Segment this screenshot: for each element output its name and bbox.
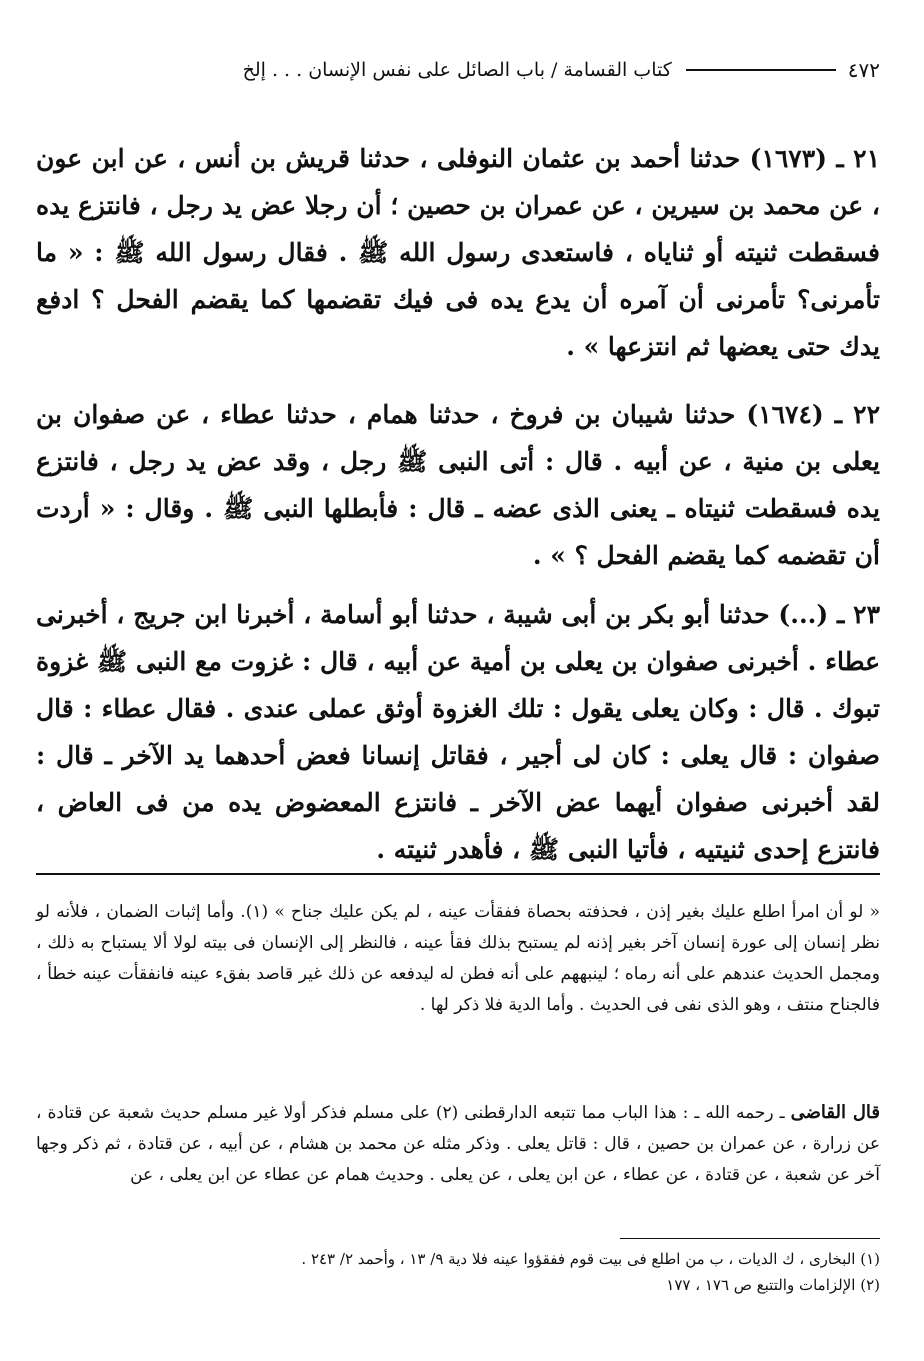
hadith-23: ٢٣ ـ (...) حدثنا أبو بكر بن أبى شيبة ، حدثنا أبو أسامة ، أخبرنا ابن جريج ، أخبرنى عطاء . أخبرنى صفوان بن يعلى بن أمية عن أبيه ، قال : غزوت مع النبى ﷺ غزوة تبوك . قال : وكان يعلى يقول : تلك الغزوة أوثق عملى عندى . فقال عطاء : قال صفوان : قال يعلى : كان لى أجير ، فقاتل إنسانا فعض أحدهما يد الآخر ـ قال : لقد أخبرنى صفوان أيهما عض الآخر ـ فانتزع المعضوض يده من فى العاض ، فانتزع إحدى ثنيتيه ، فأتيا النبى ﷺ ، فأهدر ثنيته . [36, 600, 880, 864]
commentary-paragraph-2-text: ـ رحمه الله ـ : هذا الباب مما تتبعه الدارقطنى (٢) على مسلم فذكر أولا غير مسلم حديث شعبة عن قتادة ، عن زرارة ، عن عمران بن حصين ، قال : قاتل يعلى . وذكر مثله عن محمد بن هشام ، عن أبيه ، عن قتادة ، ثم ذكر وجها آخر عن شعبة ، عن قتادة ، عن عطاء ، عن ابن يعلى ، عن يعلى . وحديث همام عن عطاء عن ابن يعلى ، عن [36, 1103, 880, 1185]
commentary-paragraph-2 [36, 1097, 880, 1191]
hadith-21: ٢١ ـ (١٦٧٣) حدثنا أحمد بن عثمان النوفلى ، حدثنا قريش بن أنس ، عن ابن عون ، عن محمد بن سيرين ، عن عمران بن حصين ؛ أن رجلا عض يد رجل ، فانتزع يده فسقطت ثنيته أو ثناياه ، فاستعدى رسول الله ﷺ . فقال رسول الله ﷺ : « ما تأمرنى؟ تأمرنى أن آمره أن يدع يده فى فيك تقضمها كما يقضم الفحل ؟ ادفع يدك حتى يعضها ثم انتزعها » . [36, 144, 880, 361]
footnote-1: (١) البخارى ، ك الديات ، ب من اطلع فى بيت قوم ففقؤوا عينه فلا دية ٩/ ١٣ ، وأحمد ٢/ ٢٤٣ . [301, 1250, 880, 1268]
footnotes [36, 1246, 880, 1298]
commentary-paragraph-1: « لو أن امرأ اطلع عليك بغير إذن ، فحذفته بحصاة ففقأت عينه ، لم يكن عليك جناح » (١). وأما إثبات الضمان ، فلأنه لو نظر إنسان إلى عورة إنسان آخر بغير إذنه لم يستبح بذلك فقأ عينه ، فالنظر إلى الإنسان فى بيته لولا ألا يستباح به ذلك ، ومجمل الحديث عندهم على أنه رماه ؛ لينبههم على أنه فطن له ليدفعه عن ذلك غير قاصد بفقء عينه فانفقأت عينه خطأ ، فالجناح منتف ، وهو الذى نفى فى الحديث . وأما الدية فلا ذكر لها . [36, 902, 880, 1015]
running-title: كتاب القسامة / باب الصائل على نفس الإنسان . . . إلخ [242, 59, 672, 81]
commentary-divider [36, 873, 880, 875]
page-number: ٤٧٢ [847, 58, 880, 82]
commentary-lead: قال القاضى [790, 1102, 881, 1123]
footnote-2: (٢) الإلزامات والتتبع ص ١٧٦ ، ١٧٧ [666, 1276, 880, 1294]
hadith-22: ٢٢ ـ (١٦٧٤) حدثنا شيبان بن فروخ ، حدثنا همام ، حدثنا عطاء ، عن صفوان بن يعلى بن منية ، عن أبيه . قال : أتى النبى ﷺ رجل ، وقد عض يد رجل ، فانتزع يده فسقطت ثنيتاه ـ يعنى الذى عضه ـ قال : فأبطلها النبى ﷺ . وقال : « أردت أن تقضمه كما يقضم الفحل ؟ » . [36, 400, 880, 570]
running-header [36, 52, 880, 88]
footnote-rule [620, 1238, 880, 1239]
header-rule [686, 69, 836, 71]
